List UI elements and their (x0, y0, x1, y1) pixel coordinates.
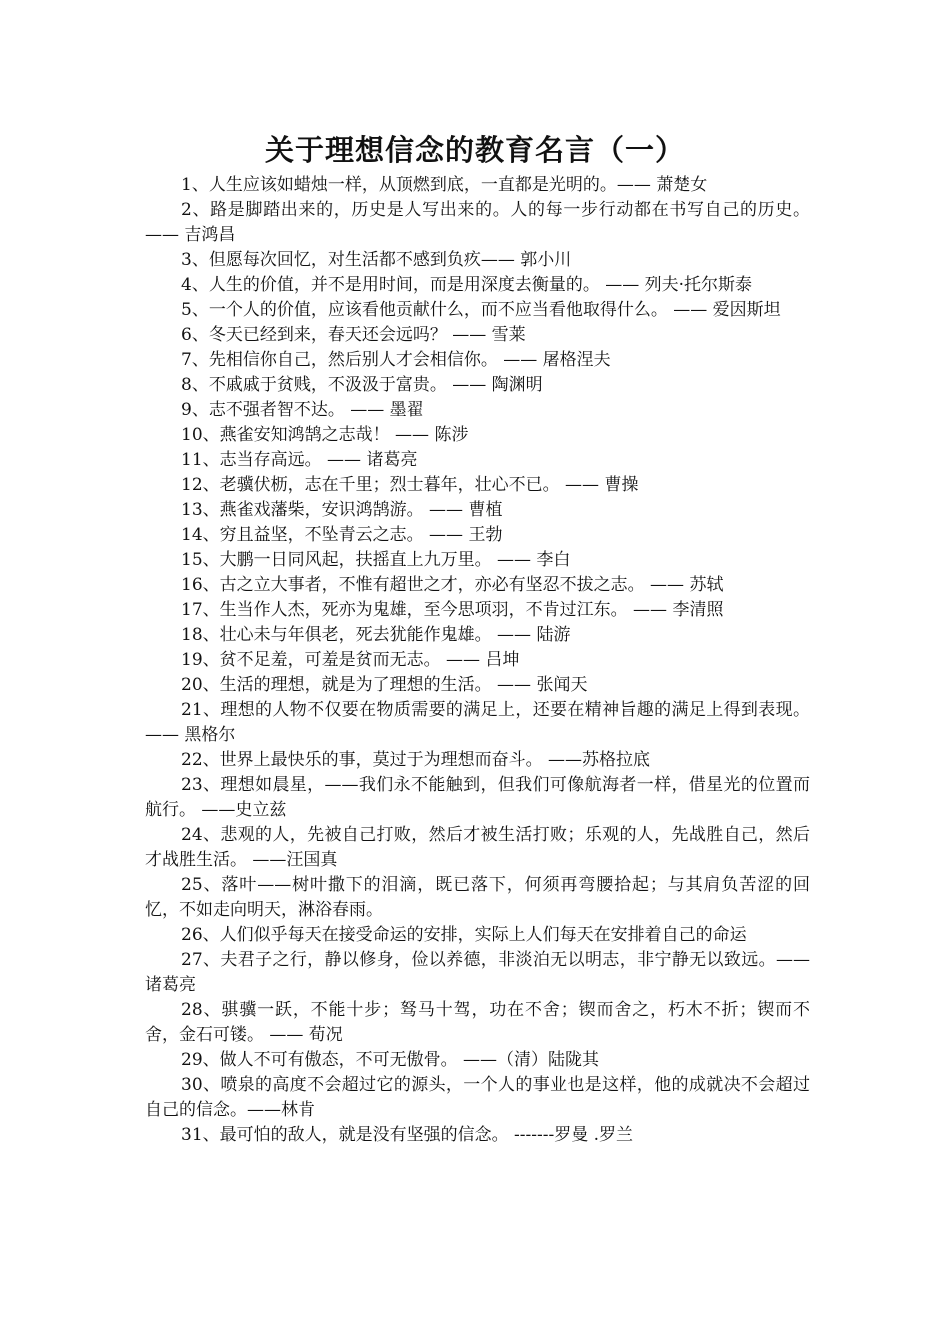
quote-item: 15、大鹏一日同风起，扶摇直上九万里。 —— 李白 (181, 550, 571, 570)
quote-item: 30、喷泉的高度不会超过它的源头，一个人的事业也是这样，他的成就决不会超过自己的信念。——林肯 (145, 1075, 810, 1120)
quote-item: 6、冬天已经到来，春天还会远吗？ —— 雪莱 (181, 325, 526, 345)
quote-item: 16、古之立大事者，不惟有超世之才，亦必有坚忍不拔之志。 —— 苏轼 (181, 575, 724, 595)
quote-item: 25、落叶——树叶撒下的泪滴，既已落下，何须再弯腰拾起；与其肩负苦涩的回忆，不如走向明天，淋浴春雨。 (145, 875, 810, 920)
quote-item: 27、夫君子之行，静以修身，俭以养德，非淡泊无以明志，非宁静无以致远。—— 诸葛亮 (145, 950, 810, 995)
quote-item: 23、理想如晨星，——我们永不能触到，但我们可像航海者一样，借星光的位置而航行。 ——史立兹 (145, 775, 810, 820)
quote-item: 19、贫不足羞，可羞是贫而无志。 —— 吕坤 (181, 650, 520, 670)
quote-item: 9、志不强者智不达。 —— 墨翟 (181, 400, 424, 420)
quote-item: 20、生活的理想，就是为了理想的生活。 —— 张闻天 (181, 675, 588, 695)
quote-item: 14、穷且益坚，不坠青云之志。 —— 王勃 (181, 525, 503, 545)
quote-item: 12、老骥伏枥，志在千里；烈士暮年，壮心不已。 —— 曹操 (181, 475, 639, 495)
quote-item: 17、生当作人杰，死亦为鬼雄，至今思项羽，不肯过江东。 —— 李清照 (181, 600, 724, 620)
quote-item: 3、但愿每次回忆，对生活都不感到负疚—— 郭小川 (181, 250, 572, 270)
quote-item: 31、最可怕的敌人，就是没有坚强的信念。 -------罗曼 .罗兰 (181, 1125, 634, 1145)
quote-item: 22、世界上最快乐的事，莫过于为理想而奋斗。 ——苏格拉底 (181, 750, 651, 770)
quote-item: 4、人生的价值，并不是用时间，而是用深度去衡量的。 —— 列夫·托尔斯泰 (181, 275, 753, 295)
quote-item: 21、理想的人物不仅要在物质需要的满足上，还要在精神旨趣的满足上得到表现。 —— 黑格尔 (145, 700, 810, 745)
quote-item: 29、做人不可有傲态，不可无傲骨。 ——（清）陆陇其 (181, 1050, 600, 1070)
quote-item: 10、燕雀安知鸿鹄之志哉！ —— 陈涉 (181, 425, 469, 445)
quote-item: 18、壮心未与年俱老，死去犹能作鬼雄。 —— 陆游 (181, 625, 571, 645)
quote-item: 2、路是脚踏出来的，历史是人写出来的。人的每一步行动都在书写自己的历史。—— 吉鸿昌 (145, 200, 810, 245)
quote-item: 26、人们似乎每天在接受命运的安排，实际上人们每天在安排着自己的命运 (181, 925, 747, 945)
quote-item: 5、一个人的价值，应该看他贡献什么，而不应当看他取得什么。 —— 爱因斯坦 (181, 300, 781, 320)
page-title: 关于理想信念的教育名言（一） (264, 133, 685, 167)
quote-item: 28、骐骥一跃，不能十步；驽马十驾，功在不舍；锲而舍之，朽木不折；锲而不舍，金石可镂。 —— 荀况 (145, 1000, 810, 1045)
quote-item: 8、不戚戚于贫贱，不汲汲于富贵。 —— 陶渊明 (181, 375, 543, 395)
quote-item: 24、悲观的人，先被自己打败，然后才被生活打败；乐观的人，先战胜自己，然后才战胜生活。 ——汪国真 (145, 825, 810, 870)
quote-item: 13、燕雀戏藩柴，安识鸿鹄游。 —— 曹植 (181, 500, 503, 520)
quote-list (145, 173, 810, 1148)
quote-item: 11、志当存高远。 —— 诸葛亮 (181, 450, 418, 470)
quote-item: 7、先相信你自己，然后别人才会相信你。 —— 屠格涅夫 (181, 350, 611, 370)
quote-item: 1、人生应该如蜡烛一样，从顶燃到底，一直都是光明的。—— 萧楚女 (181, 175, 708, 195)
